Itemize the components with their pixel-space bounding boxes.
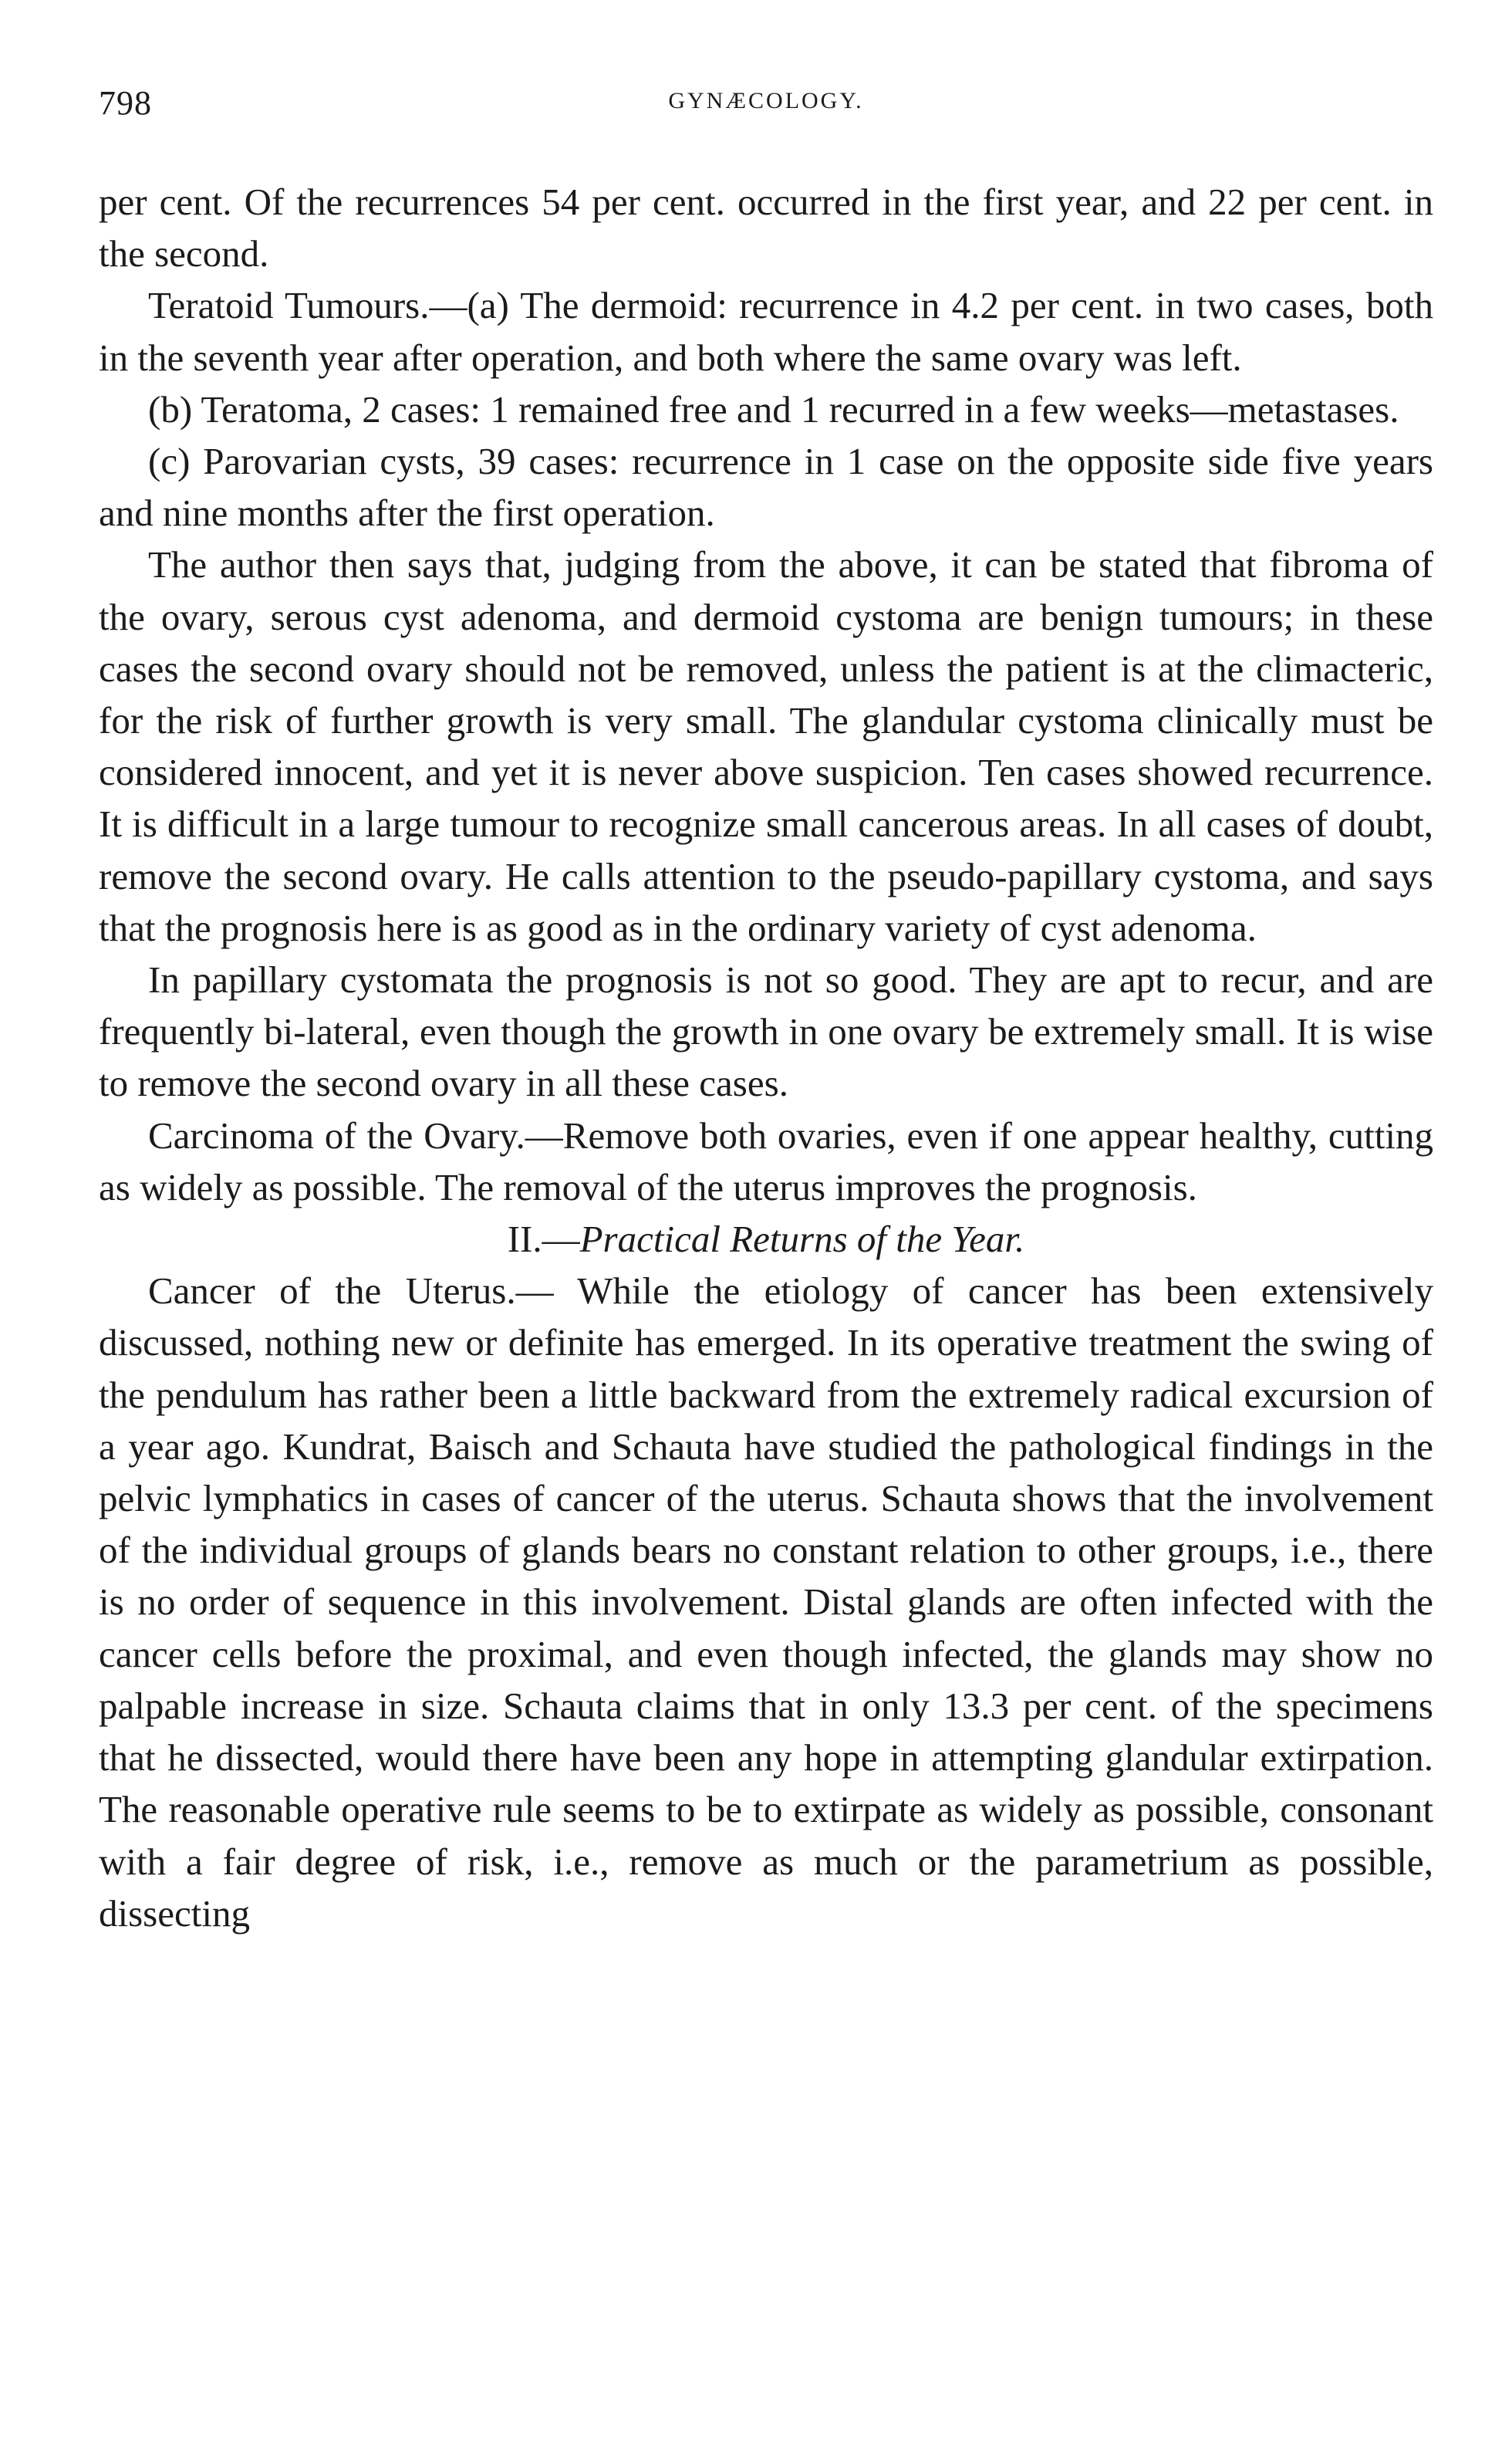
- section-numeral: II.—: [507, 1218, 580, 1261]
- paragraph-teratoid-tumours: Teratoid Tumours.—(a) The dermoid: recurrence in 4.2 per cent. in two cases, both in the seventh year after operation, and both where the same ovary was left.: [99, 284, 1433, 379]
- page-number: 798: [99, 84, 152, 122]
- running-title: GYNÆCOLOGY.: [668, 88, 864, 113]
- document-page: [99, 83, 1433, 1939]
- paragraph-teratoma: (b) Teratoma, 2 cases: 1 remained free and 1 recurred in a few weeks—metastases.: [148, 387, 1399, 431]
- section-title: Practical Returns of the Year.: [579, 1218, 1025, 1261]
- paragraph-author-conclusions: The author then says that, judging from the above, it can be stated that fibroma of the ovary, serous cyst adenoma, and dermoid cystoma are benign tumours; in these cases the second ovary should not be removed, unless the patient is at the climacteric, for the risk of further growth is very small. The glandular cystoma clinically must be considered innocent, and yet it is never above suspicion. Ten cases showed recurrence. It is difficult in a large tumour to recognize small cancerous areas. In all cases of doubt, remove the second ovary. He calls attention to the pseudo-papillary cystoma, and says that the prognosis here is as good as in the ordinary variety of cyst adenoma.: [99, 543, 1433, 949]
- paragraph-continuation: per cent. Of the recurrences 54 per cent. occurred in the first year, and 22 per cent. in the second.: [99, 181, 1433, 275]
- article-body: [99, 176, 1433, 1939]
- paragraph-carcinoma-ovary: Carcinoma of the Ovary.—Remove both ovaries, even if one appear healthy, cutting as widely as possible. The removal of the uterus improves the prognosis.: [99, 1114, 1433, 1208]
- paragraph-parovarian-cysts: (c) Parovarian cysts, 39 cases: recurrence in 1 case on the opposite side five years and nine months after the first operation.: [99, 440, 1433, 535]
- paragraph-papillary-cystomata: In papillary cystomata the prognosis is not so good. They are apt to recur, and are frequently bi-lateral, even though the growth in one ovary be extremely small. It is wise to remove the second ovary in all these cases.: [99, 958, 1433, 1105]
- running-head: [99, 83, 1433, 133]
- paragraph-cancer-uterus: Cancer of the Uterus.— While the etiology of cancer has been extensively discussed, nothing new or definite has emerged. In its operative treatment the swing of the pendulum has rather been a little backward from the extremely radical excursion of a year ago. Kundrat, Baisch and Schauta have studied the pathological findings in the pelvic lymphatics in cases of cancer of the uterus. Schauta shows that the involvement of the individual groups of glands bears no constant relation to other groups, i.e., there is no order of sequence in this involvement. Distal glands are often infected with the cancer cells before the proximal, and even though infected, the glands may show no palpable increase in size. Schauta claims that in only 13.3 per cent. of the specimens that he dissected, would there have been any hope in attempting glandular extirpation. The reasonable operative rule seems to be to extirpate as widely as possible, consonant with a fair degree of risk, i.e., remove as much or the parametrium as possible, dissecting: [99, 1269, 1433, 1935]
- section-heading: [99, 1213, 1433, 1265]
